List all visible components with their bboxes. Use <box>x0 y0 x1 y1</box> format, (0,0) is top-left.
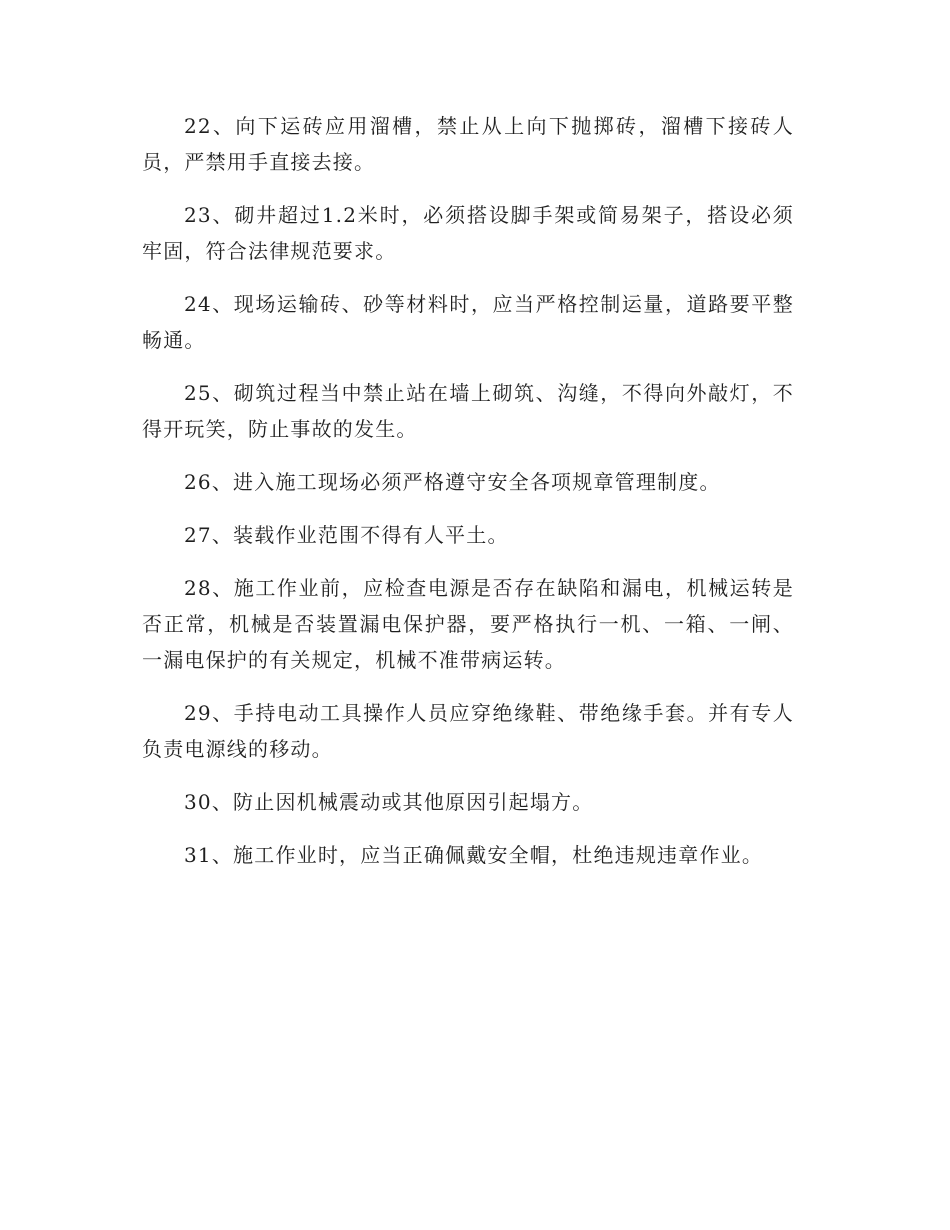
paragraph-24: 24、现场运输砖、砂等材料时，应当严格控制运量，道路要平整畅通。 <box>142 292 794 352</box>
paragraph-25: 25、砌筑过程当中禁止站在墙上砌筑、沟缝，不得向外敲灯，不得开玩笑，防止事故的发生。 <box>142 381 794 441</box>
paragraph-26: 26、进入施工现场必须严格遵守安全各项规章管理制度。 <box>184 470 721 494</box>
paragraph-31: 31、施工作业时，应当正确佩戴安全帽，杜绝违规违章作业。 <box>184 843 764 867</box>
paragraph-23: 23、砌井超过1.2米时，必须搭设脚手架或简易架子，搭设必须牢固，符合法律规范要求。 <box>142 203 794 263</box>
document-body <box>142 108 794 890</box>
paragraph-30: 30、防止因机械震动或其他原因引起塌方。 <box>184 790 594 814</box>
paragraph-22: 22、向下运砖应用溜槽，禁止从上向下抛掷砖，溜槽下接砖人员，严禁用手直接去接。 <box>142 114 794 174</box>
paragraph-27: 27、装载作业范围不得有人平土。 <box>184 523 509 547</box>
paragraph-28: 28、施工作业前，应检查电源是否存在缺陷和漏电，机械运转是否正常，机械是否装置漏电保护器，要严格执行一机、一箱、一闸、一漏电保护的有关规定，机械不准带病运转。 <box>142 576 794 672</box>
paragraph-29: 29、手持电动工具操作人员应穿绝缘鞋、带绝缘手套。并有专人负责电源线的移动。 <box>142 701 794 761</box>
